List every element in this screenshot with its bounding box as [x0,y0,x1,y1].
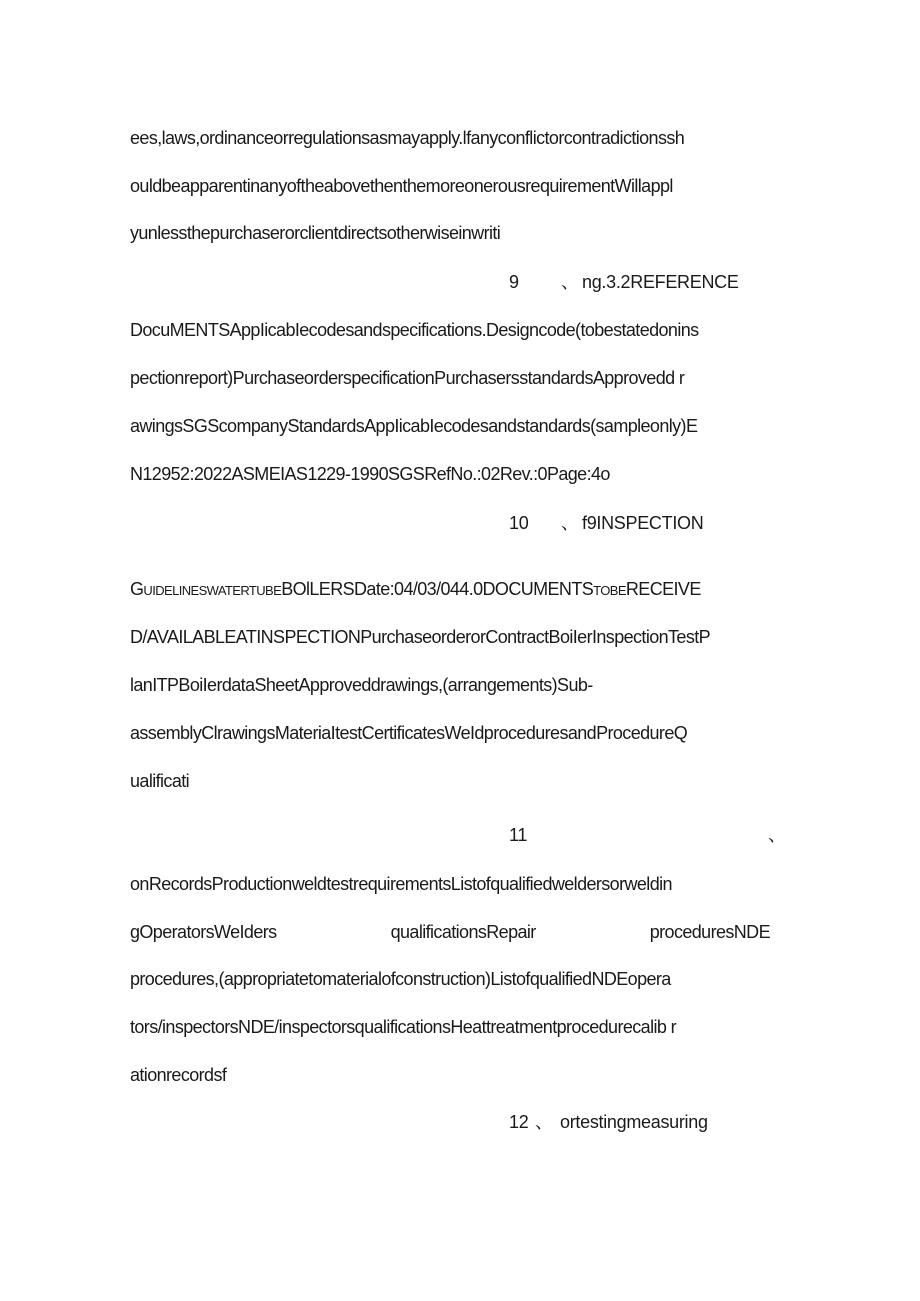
text-run: gOperatorsWeIders [130,922,277,942]
paragraph-line-justified [130,920,770,944]
text-run: RECEIVE [625,579,701,599]
text-run: G [130,579,144,599]
section-number: 9 [509,272,519,292]
section-number: 12 [509,1112,529,1132]
paragraph-line: pectionreport)PurchaseorderspecificationPurchasersstandardsApprovedd r [130,368,685,388]
section-mark: 、 [561,272,579,292]
text-run: proceduresNDE [649,922,770,942]
paragraph-line: awingsSGScompanyStandardsAppIicabIecodesandstandards(sampleonly)E [130,416,698,436]
section-number: 10 [509,513,529,533]
paragraph-line: ouldbeapparentinanyoftheabovethenthemoreonerousrequirementWillappl [130,176,673,196]
section-number: 11 [509,825,528,845]
section-title: f9INSPECTION [582,513,704,533]
paragraph-line: procedures,(appropriatetomaterialofconstruction)ListofqualifiedNDEopera [130,969,671,989]
paragraph-line: onRecordsProductionweldtestrequirementsListofqualifiedweldersorweldin [130,874,672,894]
section-mark: 、 [768,825,786,845]
paragraph-line: assemblyClrawingsMateriaItestCertificatesWeIdproceduresandProcedureQ [130,723,688,743]
paragraph-line: D/AVAILABLEATINSPECTIONPurchaseorderorContractBoiIerInspectionTestP [130,627,711,647]
paragraph-line: tors/inspectorsNDE/inspectorsqualificationsHeattreatmentprocedurecalib r [130,1017,677,1037]
section-title: ng.3.2REFERENCE [582,272,739,292]
paragraph-line: N12952:2022ASMEIAS1229-1990SGSRefNo.:02Rev.:0Page:4o [130,464,610,484]
paragraph-line: lanITPBoiIerdataSheetApproveddrawings,(arrangements)Sub- [130,675,593,695]
paragraph-line: ationrecordsf [130,1065,227,1085]
text-run: Date:04/03/044.0DOCUMENTS [354,579,594,599]
text-run: qualificationsRepair [390,922,536,942]
section-mark: 、 [561,513,579,533]
text-run-small: WATER [206,583,249,598]
paragraph-line: yunlessthepurchaserorclientdirectsotherwiseinwriti [130,223,501,243]
paragraph-line: ualificati [130,771,190,791]
paragraph-line: ees,laws,ordinanceorregulationsasmayapply.lfanyconflictorcontradictionssh [130,128,685,148]
text-run: OlLERS [292,579,355,599]
text-run: B [281,579,293,599]
text-run-small: UIDELINES [143,583,207,598]
section-mark: 、 [535,1112,553,1132]
paragraph-line: DocuMENTSAppIicabIecodesandspecifications.Designcode(tobestatedonins [130,320,699,340]
section-title: ortestingmeasuring [560,1112,708,1132]
text-run-small: TOBE [593,583,626,598]
paragraph-line-smallcaps [130,577,792,603]
text-run-small: TUBE [248,583,282,598]
